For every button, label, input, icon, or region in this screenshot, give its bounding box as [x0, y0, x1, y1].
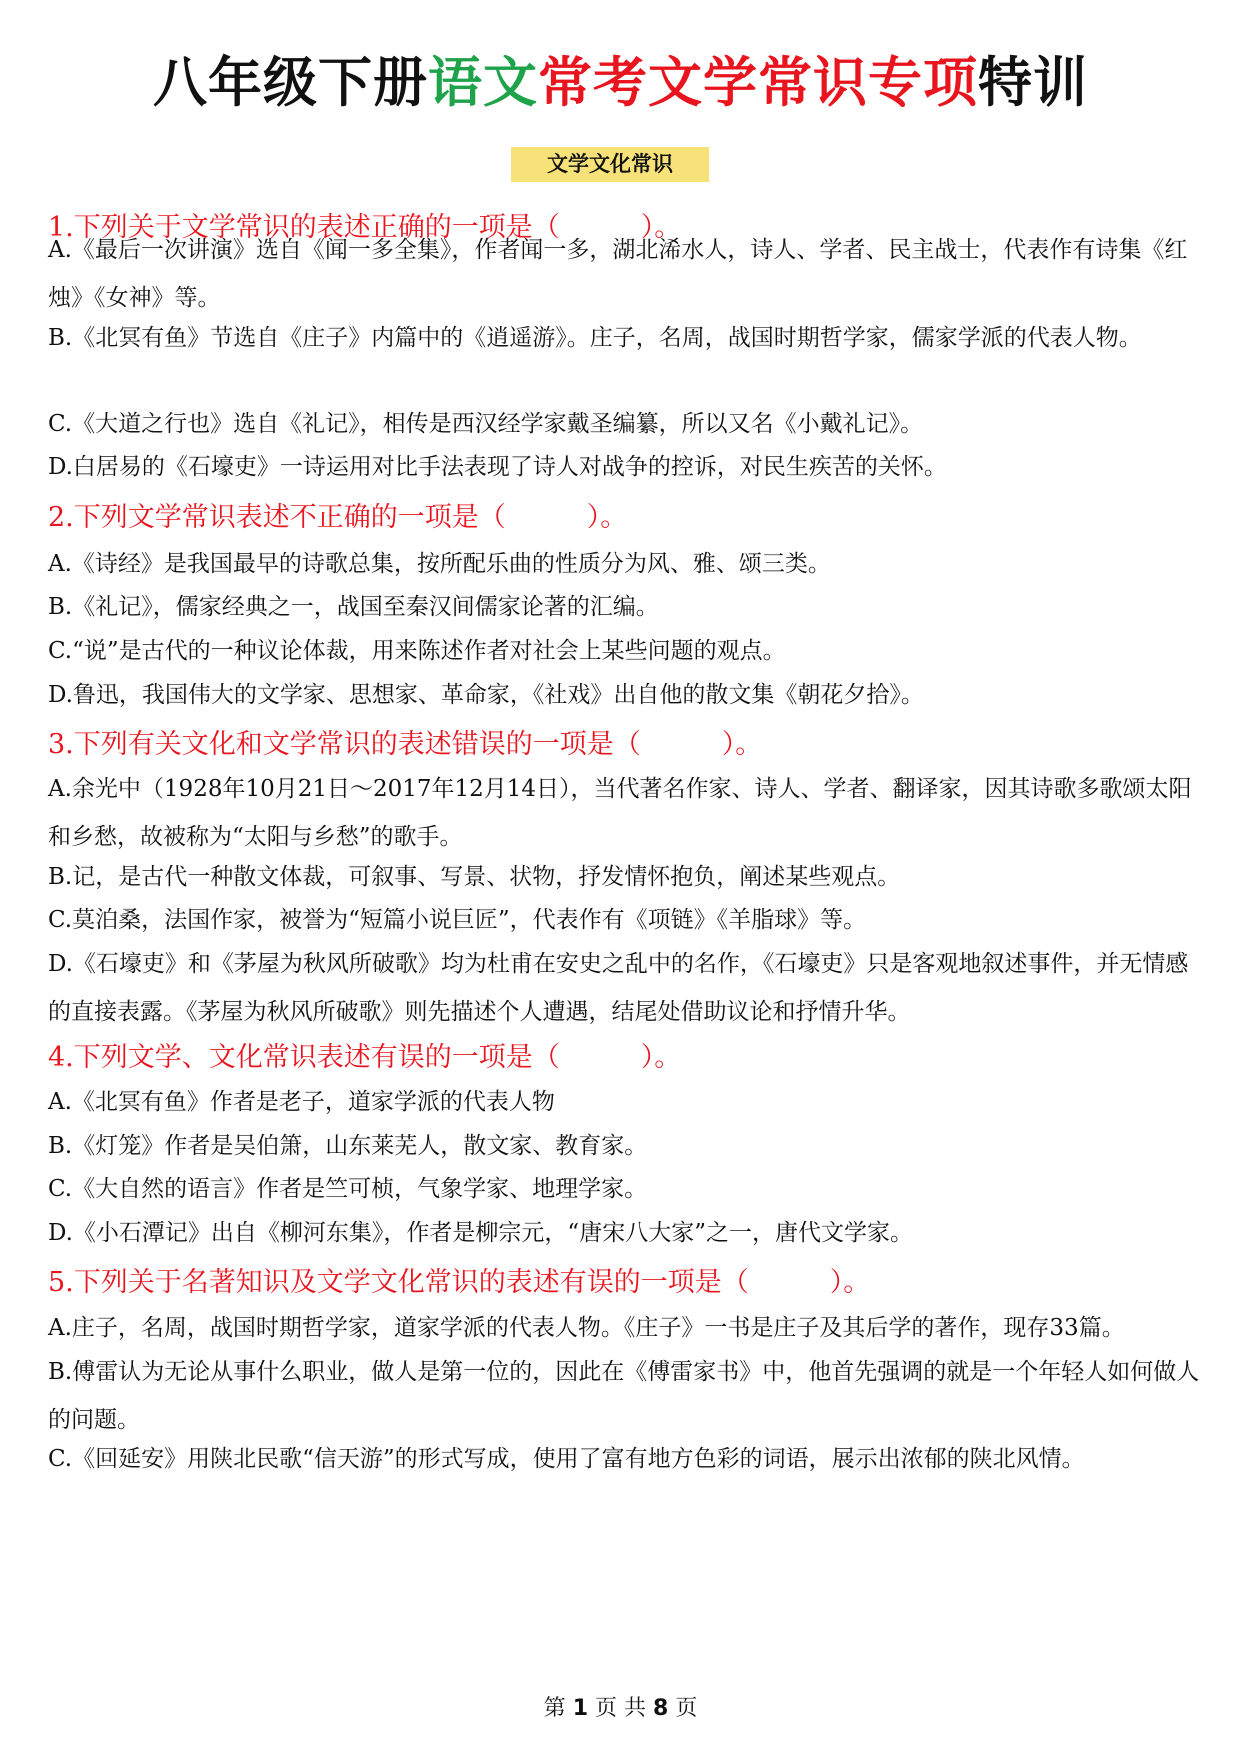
question-5-stem: 5.下列关于名著知识及文学文化常识的表述有误的一项是（ ）。 [48, 1267, 871, 1298]
question-4-option-a: A.《北冥有鱼》作者是老子，道家学派的代表人物 [48, 1089, 555, 1115]
section-label: 文学文化常识 [511, 147, 709, 182]
question-1-option-c: C.《大道之行也》选自《礼记》，相传是西汉经学家戴圣编纂，所以又名《小戴礼记》。 [48, 411, 924, 437]
question-4-option-d: D.《小石潭记》出自《柳河东集》，作者是柳宗元，“唐宋八大家”之一，唐代文学家。 [48, 1220, 913, 1246]
question-1-option-a: A.《最后一次讲演》选自《闻一多全集》，作者闻一多，湖北浠水人，诗人、学者、民主战士，代表作有诗集《红烛》《女神》等。 [48, 237, 1188, 311]
page-title [0, 48, 1241, 118]
question-4-option-b: B.《灯笼》作者是吴伯箫，山东莱芜人，散文家、教育家。 [48, 1133, 648, 1159]
title-part-1: 八年级下册 [153, 51, 428, 114]
question-2-stem: 2.下列文学常识表述不正确的一项是（ ）。 [48, 502, 628, 533]
question-1-option-b: B.《北冥有鱼》节选自《庄子》内篇中的《逍遥游》。庄子，名周，战国时期哲学家，儒家学派的代表人物。 [48, 325, 1142, 351]
question-2-option-c: C.“说”是古代的一种议论体裁，用来陈述作者对社会上某些问题的观点。 [48, 638, 786, 664]
footer-prefix: 第 [543, 1696, 566, 1721]
question-5-option-c: C.《回延安》用陕北民歌“信天游”的形式写成，使用了富有地方色彩的词语，展示出浓郁的陕北风情。 [48, 1446, 1085, 1472]
question-2-option-b: B.《礼记》，儒家经典之一，战国至秦汉间儒家论著的汇编。 [48, 594, 659, 620]
question-4-stem: 4.下列文学、文化常识表述有误的一项是（ ）。 [48, 1042, 682, 1073]
title-part-2: 语文 [428, 51, 538, 114]
question-5-option-b: B.傅雷认为无论从事什么职业，做人是第一位的，因此在《傅雷家书》中，他首先强调的就是一个年轻人如何做人的问题。 [48, 1359, 1200, 1433]
question-1-stem: 1.下列关于文学常识的表述正确的一项是（ ）。 [48, 212, 682, 243]
question-3-option-c: C.莫泊桑，法国作家，被誉为“短篇小说巨匠”，代表作有《项链》《羊脂球》等。 [48, 907, 867, 933]
question-3-stem: 3.下列有关文化和文学常识的表述错误的一项是（ ）。 [48, 729, 763, 760]
footer-suffix: 页 [675, 1696, 698, 1721]
page-footer [0, 1694, 1241, 1724]
title-part-3: 常考文学常识专项 [538, 51, 978, 114]
footer-middle: 页 共 [595, 1696, 646, 1721]
question-3-option-a: A.余光中（1928年10月21日～2017年12月14日），当代著名作家、诗人、学者、翻译家，因其诗歌多歌颂太阳和乡愁，故被称为“太阳与乡愁”的歌手。 [48, 776, 1192, 850]
question-5-option-a: A.庄子，名周，战国时期哲学家，道家学派的代表人物。《庄子》一书是庄子及其后学的著作，现存33篇。 [48, 1315, 1125, 1341]
footer-total-pages: 8 [653, 1696, 669, 1721]
question-2-option-d: D.鲁迅，我国伟大的文学家、思想家、革命家，《社戏》出自他的散文集《朝花夕拾》。 [48, 682, 924, 708]
title-part-4: 特训 [978, 51, 1088, 114]
question-2-option-a: A.《诗经》是我国最早的诗歌总集，按所配乐曲的性质分为风、雅、颂三类。 [48, 551, 831, 577]
question-4-option-c: C.《大自然的语言》作者是竺可桢，气象学家、地理学家。 [48, 1176, 648, 1202]
question-3-option-b: B.记，是古代一种散文体裁，可叙事、写景、状物，抒发情怀抱负，阐述某些观点。 [48, 864, 901, 890]
question-3-option-d: D.《石壕吏》和《茅屋为秋风所破歌》均为杜甫在安史之乱中的名作，《石壕吏》只是客观地叙述事件，并无情感的直接表露。《茅屋为秋风所破歌》则先描述个人遭遇，结尾处借助议论和抒情升华。 [48, 951, 1189, 1025]
question-1-option-d: D.白居易的《石壕吏》一诗运用对比手法表现了诗人对战争的控诉，对民生疾苦的关怀。 [48, 454, 947, 480]
footer-page-number: 1 [572, 1696, 588, 1721]
